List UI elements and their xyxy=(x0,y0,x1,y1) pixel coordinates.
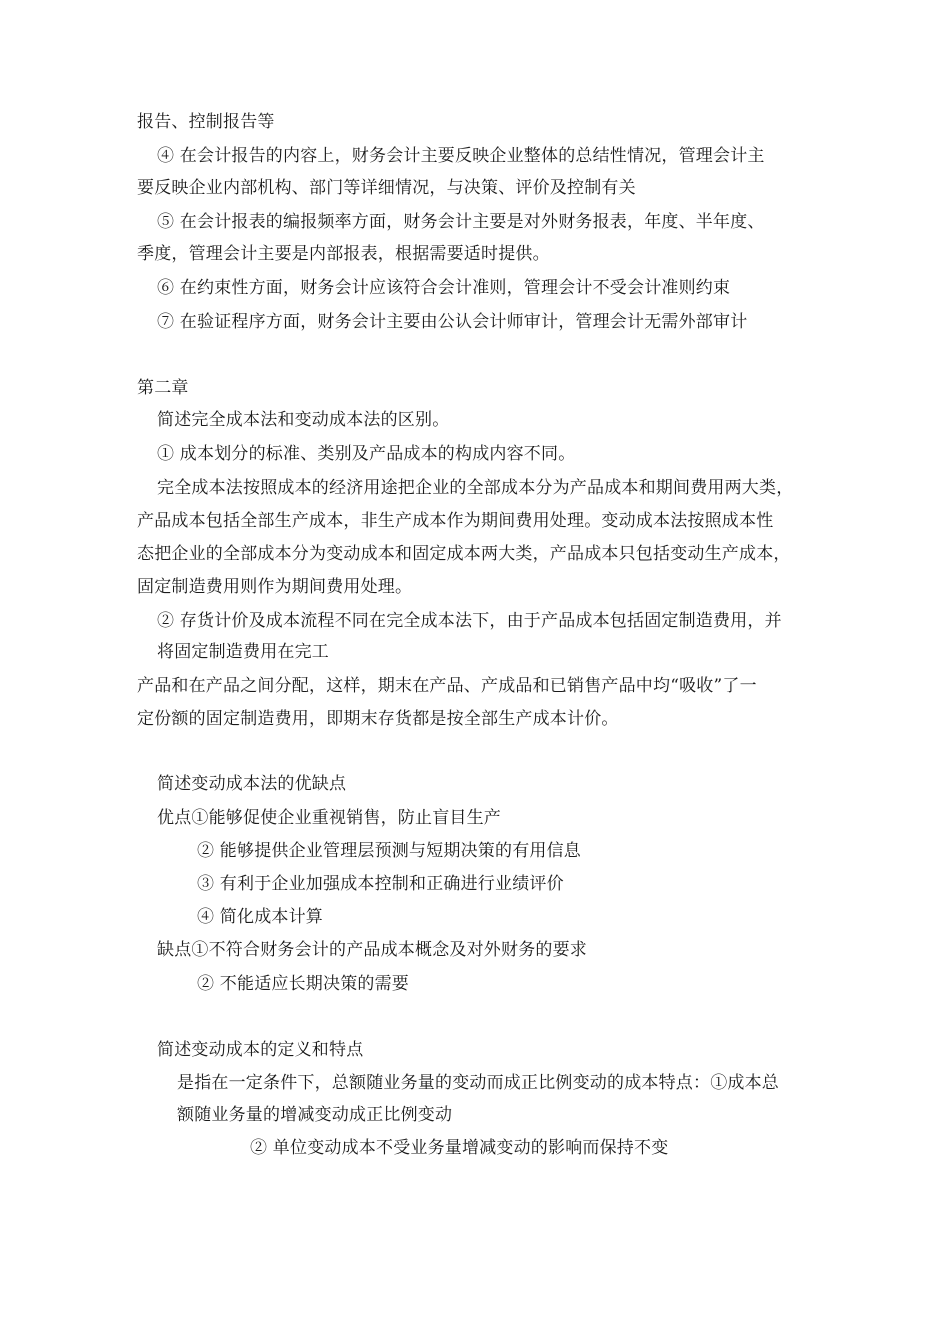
text-line: 固定制造费用则作为期间费用处理。 xyxy=(137,577,413,597)
text-line: ⑤ 在会计报表的编报频率方面，财务会计主要是对外财务报表，年度、半年度、 xyxy=(157,212,765,232)
text-line: ② 单位变动成本不受业务量增减变动的影响而保持不变 xyxy=(250,1138,669,1158)
text-line: 是指在一定条件下，总额随业务量的变动而成正比例变动的成本特点：①成本总 xyxy=(177,1073,779,1093)
text-line: ⑥ 在约束性方面，财务会计应该符合会计准则，管理会计不受会计准则约束 xyxy=(157,278,731,298)
text-line: ③ 有利于企业加强成本控制和正确进行业绩评价 xyxy=(197,874,564,894)
text-line: ② 存货计价及成本流程不同在完全成本法下，由于产品成本包括固定制造费用，并 xyxy=(157,611,782,631)
text-line: 报告、控制报告等 xyxy=(137,112,275,132)
text-line: 缺点①不符合财务会计的产品成本概念及对外财务的要求 xyxy=(157,940,587,960)
text-line: 季度，管理会计主要是内部报表，根据需要适时提供。 xyxy=(137,244,550,264)
text-line: ④ 在会计报告的内容上，财务会计主要反映企业整体的总结性情况，管理会计主 xyxy=(157,146,765,166)
text-line: 优点①能够促使企业重视销售，防止盲目生产 xyxy=(157,808,501,828)
text-line: 要反映企业内部机构、部门等详细情况，与决策、评价及控制有关 xyxy=(137,178,636,198)
text-line: 态把企业的全部成本分为变动成本和固定成本两大类，产品成本只包括变动生产成本， xyxy=(137,544,791,564)
text-line: 将固定制造费用在完工 xyxy=(157,642,329,662)
text-line: 额随业务量的增减变动成正比例变动 xyxy=(177,1105,453,1125)
text-line: ⑦ 在验证程序方面，财务会计主要由公认会计师审计，管理会计无需外部审计 xyxy=(157,312,748,332)
text-line: ② 能够提供企业管理层预测与短期决策的有用信息 xyxy=(197,841,582,861)
text-line: 产品成本包括全部生产成本，非生产成本作为期间费用处理。变动成本法按照成本性 xyxy=(137,511,774,531)
section-heading: 简述完全成本法和变动成本法的区别。 xyxy=(157,410,450,430)
text-line: 完全成本法按照成本的经济用途把企业的全部成本分为产品成本和期间费用两大类， xyxy=(157,478,794,498)
chapter-heading: 第二章 xyxy=(137,378,189,398)
text-line: ② 不能适应长期决策的需要 xyxy=(197,974,410,994)
text-line: ① 成本划分的标准、类别及产品成本的构成内容不同。 xyxy=(157,444,576,464)
section-heading: 简述变动成本的定义和特点 xyxy=(157,1040,364,1060)
text-line: 定份额的固定制造费用，即期末存货都是按全部生产成本计价。 xyxy=(137,709,619,729)
text-line: ④ 简化成本计算 xyxy=(197,907,324,927)
section-heading: 简述变动成本法的优缺点 xyxy=(157,774,347,794)
text-line: 产品和在产品之间分配，这样，期末在产品、产成品和已销售产品中均“吸收”了一 xyxy=(137,676,757,696)
